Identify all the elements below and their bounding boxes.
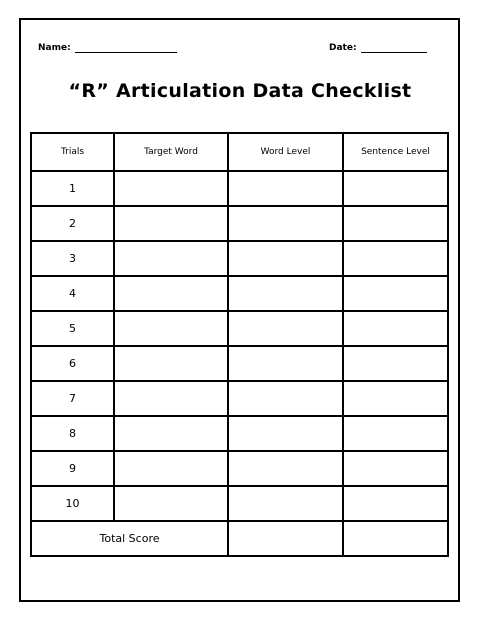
trial-number: 1 xyxy=(31,171,114,206)
trial-number: 9 xyxy=(31,451,114,486)
table-row xyxy=(31,171,448,206)
table-row xyxy=(31,486,448,521)
page-title: “R” Articulation Data Checklist xyxy=(68,80,412,102)
trial-number: 4 xyxy=(31,276,114,311)
date-blank-line[interactable] xyxy=(361,43,427,53)
target-word-cell[interactable] xyxy=(114,171,228,206)
target-word-cell[interactable] xyxy=(114,486,228,521)
target-word-cell[interactable] xyxy=(114,311,228,346)
trial-number: 7 xyxy=(31,381,114,416)
column-header-target-word: Target Word xyxy=(114,133,228,171)
name-blank-line[interactable] xyxy=(75,43,177,53)
word-level-cell[interactable] xyxy=(228,381,343,416)
trial-number: 2 xyxy=(31,206,114,241)
word-level-cell[interactable] xyxy=(228,241,343,276)
table-row xyxy=(31,416,448,451)
word-level-cell[interactable] xyxy=(228,486,343,521)
trial-number: 3 xyxy=(31,241,114,276)
target-word-cell[interactable] xyxy=(114,276,228,311)
sentence-level-cell[interactable] xyxy=(343,311,448,346)
table-row xyxy=(31,451,448,486)
sentence-level-cell[interactable] xyxy=(343,416,448,451)
checklist-table xyxy=(30,132,449,557)
trial-number: 10 xyxy=(31,486,114,521)
word-level-cell[interactable] xyxy=(228,206,343,241)
sentence-level-cell[interactable] xyxy=(343,206,448,241)
sentence-level-cell[interactable] xyxy=(343,486,448,521)
sentence-level-cell[interactable] xyxy=(343,241,448,276)
target-word-cell[interactable] xyxy=(114,206,228,241)
sentence-level-cell[interactable] xyxy=(343,451,448,486)
table-row xyxy=(31,311,448,346)
trial-number: 5 xyxy=(31,311,114,346)
word-level-cell[interactable] xyxy=(228,276,343,311)
column-header-word-level: Word Level xyxy=(228,133,343,171)
table-row xyxy=(31,381,448,416)
name-label: Name: xyxy=(38,43,71,53)
sentence-level-cell[interactable] xyxy=(343,276,448,311)
column-header-sentence-level: Sentence Level xyxy=(343,133,448,171)
table-row xyxy=(31,276,448,311)
word-level-cell[interactable] xyxy=(228,416,343,451)
word-level-cell[interactable] xyxy=(228,346,343,381)
target-word-cell[interactable] xyxy=(114,416,228,451)
sentence-level-cell[interactable] xyxy=(343,381,448,416)
total-score-label: Total Score xyxy=(31,521,228,556)
trial-number: 6 xyxy=(31,346,114,381)
target-word-cell[interactable] xyxy=(114,346,228,381)
sentence-level-cell[interactable] xyxy=(343,346,448,381)
total-score-row xyxy=(31,521,448,556)
table-row xyxy=(31,241,448,276)
word-level-cell[interactable] xyxy=(228,451,343,486)
table-header-row xyxy=(31,133,448,171)
target-word-cell[interactable] xyxy=(114,451,228,486)
trial-number: 8 xyxy=(31,416,114,451)
word-level-cell[interactable] xyxy=(228,171,343,206)
target-word-cell[interactable] xyxy=(114,241,228,276)
date-label: Date: xyxy=(329,43,357,53)
target-word-cell[interactable] xyxy=(114,381,228,416)
sentence-level-total-cell[interactable] xyxy=(343,521,448,556)
column-header-trials: Trials xyxy=(31,133,114,171)
table-row xyxy=(31,206,448,241)
table-row xyxy=(31,346,448,381)
sentence-level-cell[interactable] xyxy=(343,171,448,206)
name-field xyxy=(38,43,177,53)
date-field xyxy=(329,43,427,53)
word-level-cell[interactable] xyxy=(228,311,343,346)
word-level-total-cell[interactable] xyxy=(228,521,343,556)
